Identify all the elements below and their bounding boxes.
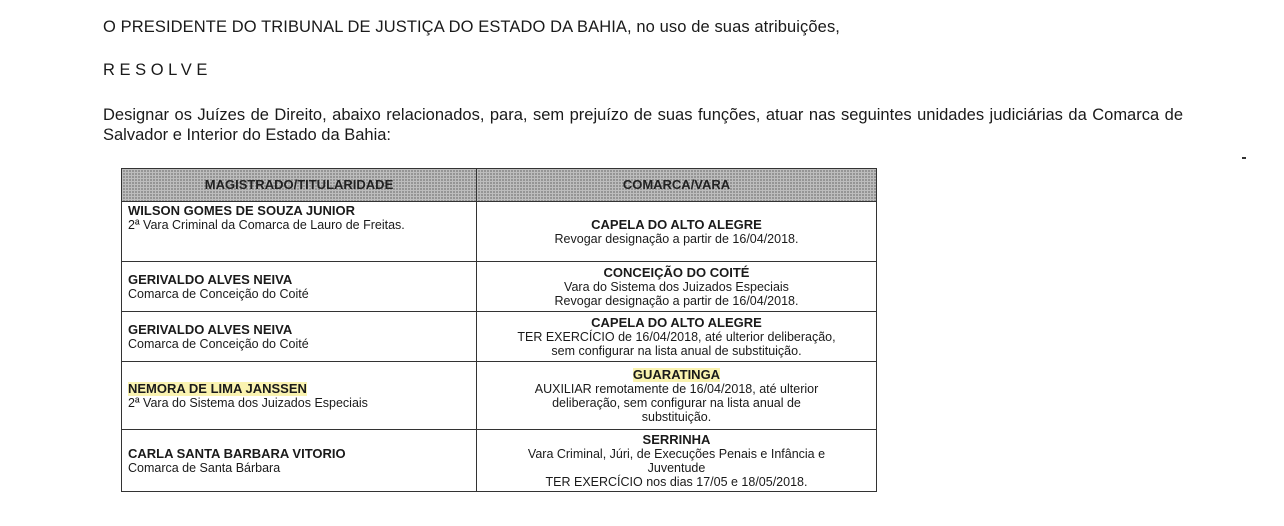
comarca-detail: TER EXERCÍCIO nos dias 17/05 e 18/05/2018. <box>545 474 808 489</box>
comarca-name: CONCEIÇÃO DO COITÉ <box>603 264 750 280</box>
resolve-heading: RESOLVE <box>103 61 212 79</box>
comarca-detail: Juventude <box>647 460 706 475</box>
magistrado-cell <box>122 262 477 312</box>
table-row <box>122 430 877 492</box>
comarca-name: CAPELA DO ALTO ALEGRE <box>591 216 762 232</box>
comarca-detail: Vara Criminal, Júri, de Execuções Penais e Infância e <box>527 446 826 461</box>
comarca-cell <box>477 312 877 362</box>
titularidade-text: 2ª Vara do Sistema dos Juizados Especiais <box>128 395 368 410</box>
comarca-cell <box>477 202 877 262</box>
titularidade-text: Comarca de Conceição do Coité <box>128 286 309 301</box>
magistrado-cell <box>122 430 477 492</box>
table-row <box>122 362 877 430</box>
table-header-row <box>122 169 877 202</box>
comarca-detail: Vara do Sistema dos Juizados Especiais <box>564 279 789 294</box>
comarca-cell <box>477 430 877 492</box>
intro-paragraph: O PRESIDENTE DO TRIBUNAL DE JUSTIÇA DO ESTADO DA BAHIA, no uso de suas atribuições, <box>103 18 840 36</box>
magistrado-name: WILSON GOMES DE SOUZA JUNIOR <box>128 203 356 218</box>
magistrado-name: GERIVALDO ALVES NEIVA <box>128 271 293 287</box>
titularidade-text: Comarca de Santa Bárbara <box>128 460 281 475</box>
magistrado-cell <box>122 312 477 362</box>
header-comarca: COMARCA/VARA <box>477 169 877 202</box>
comarca-detail: deliberação, sem configurar na lista anual de <box>552 395 801 410</box>
magistrado-cell <box>122 202 477 262</box>
header-magistrado: MAGISTRADO/TITULARIDADE <box>122 169 477 202</box>
assignment-table <box>121 168 877 492</box>
comarca-detail: TER EXERCÍCIO de 16/04/2018, até ulterior deliberação, <box>517 329 836 344</box>
comarca-detail: sem configurar na lista anual de substituição. <box>551 343 802 358</box>
comarca-name: GUARATINGA <box>632 366 721 382</box>
titularidade-text: Comarca de Conceição do Coité <box>128 336 309 351</box>
magistrado-cell <box>122 362 477 430</box>
comarca-detail: Revogar designação a partir de 16/04/2018. <box>554 293 799 308</box>
resolution-paragraph: Designar os Juízes de Direito, abaixo relacionados, para, sem prejuízo de suas funções, atuar nas seguintes unidades judiciárias da Comarca de Salvador e Interior do Estado da Bahia: <box>103 106 1183 144</box>
comarca-cell <box>477 262 877 312</box>
scan-mark <box>1242 157 1246 159</box>
comarca-cell <box>477 362 877 430</box>
comarca-detail: AUXILIAR remotamente de 16/04/2018, até ulterior <box>534 381 819 396</box>
comarca-detail: Revogar designação a partir de 16/04/2018. <box>554 231 799 246</box>
titularidade-text: 2ª Vara Criminal da Comarca de Lauro de Freitas. <box>128 218 405 232</box>
magistrado-name: GERIVALDO ALVES NEIVA <box>128 321 293 337</box>
table-row <box>122 202 877 262</box>
table-row <box>122 312 877 362</box>
magistrado-name: NEMORA DE LIMA JANSSEN <box>128 380 307 396</box>
table-row <box>122 262 877 312</box>
comarca-detail: substituição. <box>641 409 712 424</box>
comarca-name: SERRINHA <box>642 431 711 447</box>
magistrado-name: CARLA SANTA BARBARA VITORIO <box>128 445 346 461</box>
comarca-name: CAPELA DO ALTO ALEGRE <box>591 314 762 330</box>
